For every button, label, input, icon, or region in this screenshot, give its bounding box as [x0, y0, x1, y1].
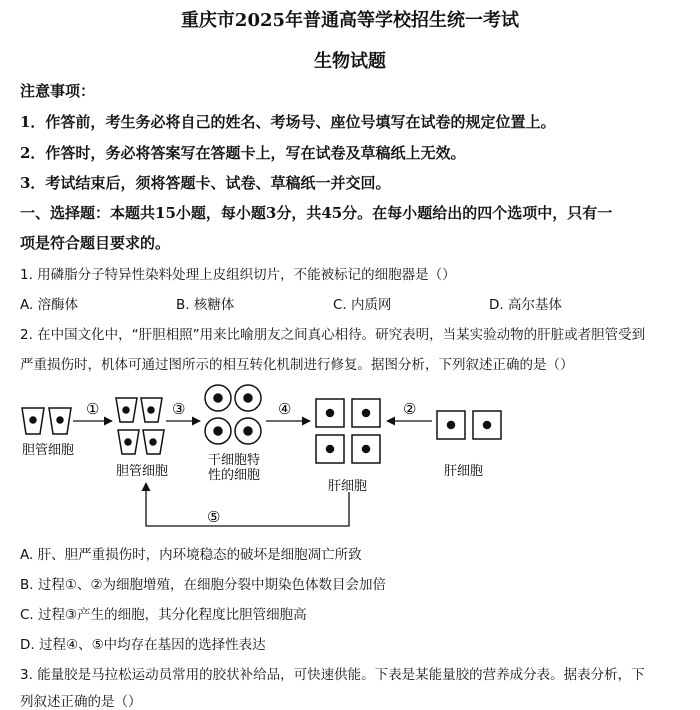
step-1-label: ①: [86, 400, 100, 418]
arrow-step-5: [146, 483, 349, 526]
q2-option-a: A. 肝、胆严重损伤时，内环境稳态的破坏是细胞凋亡所致: [20, 547, 362, 563]
q3-stem-line2: 列叙述正确的是（）: [20, 694, 142, 710]
step-3-label: ③: [172, 400, 186, 418]
section-heading-line2: 项是符合题目要求的。: [20, 234, 171, 252]
q2-stem-line2: 严重损伤时，机体可通过图所示的相互转化机制进行修复。据图分析，下列叙述正确的是（）: [20, 357, 574, 373]
q1-option-b: B. 核糖体: [176, 297, 235, 313]
exam-title: 重庆市2025年普通高等学校招生统一考试: [180, 10, 520, 31]
q2-option-c: C. 过程③产生的细胞，其分化程度比胆管细胞高: [20, 607, 307, 623]
label-bile-duct-left: 胆管细胞: [22, 443, 75, 458]
notice-heading: 注意事项：: [20, 82, 96, 100]
step-4-label: ④: [278, 400, 292, 418]
label-liver-right: 肝细胞: [444, 464, 484, 479]
notice-item-1: 1．作答前，考生务必将自己的姓名、考场号、座位号填写在试卷的规定位置上。: [20, 113, 556, 131]
label-bile-duct-mid: 胆管细胞: [116, 464, 169, 479]
section-heading-line1: 一、选择题：本题共15小题，每小题3分，共45分。在每小题给出的四个选项中，只有一: [20, 204, 613, 222]
notice-item-2: 2．作答时，务必将答案写在答题卡上，写在试卷及草稿纸上无效。: [20, 144, 466, 162]
q1-option-d: D. 高尔基体: [489, 297, 562, 313]
label-liver-mid: 肝细胞: [328, 479, 368, 494]
stem-like-cells: [205, 385, 261, 444]
q2-stem-line1: 2. 在中国文化中，“肝胆相照”用来比喻朋友之间真心相待。研究表明，当某实验动物的肝脏或者胆管受到: [20, 327, 646, 343]
step-2-label: ②: [403, 400, 417, 418]
liver-cells-mid: [316, 399, 380, 463]
q2-figure: [0, 378, 700, 536]
step-5-label: ⑤: [207, 508, 221, 526]
liver-cells-right: [437, 411, 501, 439]
label-stem-line1: 干细胞特: [208, 453, 261, 468]
q1-stem: 1. 用磷脂分子特异性染料处理上皮组织切片，不能被标记的细胞器是（）: [20, 267, 456, 283]
bile-duct-cells-left: [22, 408, 71, 434]
q2-option-b: B. 过程①、②为细胞增殖，在细胞分裂中期染色体数目会加倍: [20, 577, 387, 593]
bile-duct-cells-mid: [116, 398, 164, 454]
exam-subtitle: 生物试题: [314, 51, 386, 72]
q2-option-d: D. 过程④、⑤中均存在基因的选择性表达: [20, 637, 266, 653]
q1-option-c: C. 内质网: [333, 297, 392, 313]
notice-item-3: 3．考试结束后，须将答题卡、试卷、草稿纸一并交回。: [20, 174, 391, 192]
q1-option-a: A. 溶酶体: [20, 297, 79, 313]
label-stem-line2: 性的细胞: [208, 468, 261, 483]
q3-stem-line1: 3. 能量胶是马拉松运动员常用的胶状补给品，可快速供能。下表是某能量胶的营养成分表。据表分析，下: [20, 667, 645, 683]
